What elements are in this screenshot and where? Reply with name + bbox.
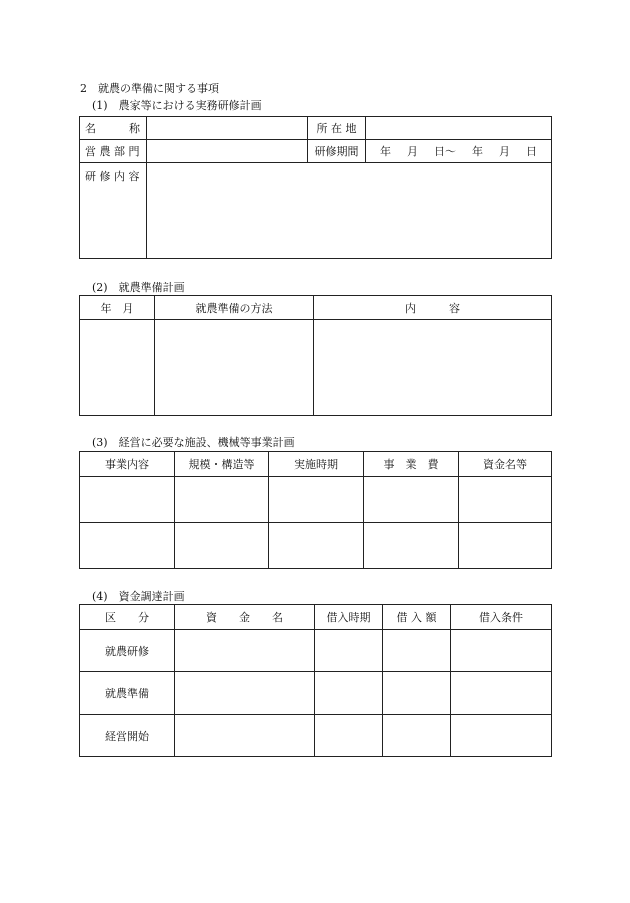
table-cell[interactable] xyxy=(451,715,552,757)
table-cell[interactable] xyxy=(175,630,315,672)
section-title: 2 就農の準備に関する事項 xyxy=(80,82,219,95)
funding-plan-table xyxy=(79,604,552,757)
table-cell[interactable] xyxy=(80,477,175,523)
table-cell[interactable] xyxy=(269,477,364,523)
header-fund: 資 金 名 xyxy=(175,605,315,630)
table-cell[interactable] xyxy=(315,715,383,757)
cell-method[interactable] xyxy=(155,320,314,416)
table-cell[interactable] xyxy=(269,523,364,569)
cell-content[interactable] xyxy=(314,320,552,416)
table-cell[interactable] xyxy=(459,523,552,569)
table-cell[interactable] xyxy=(315,672,383,715)
table-cell[interactable] xyxy=(175,523,269,569)
content-field[interactable] xyxy=(147,163,552,259)
header-scale: 規模・構造等 xyxy=(175,452,269,477)
content-label: 研 修 内 容 xyxy=(80,163,147,259)
preparation-plan-table xyxy=(79,295,552,416)
header-timing: 実施時期 xyxy=(269,452,364,477)
name-label: 名 称 xyxy=(80,117,147,140)
row-label-start: 経営開始 xyxy=(80,715,175,757)
table-cell[interactable] xyxy=(364,523,459,569)
header-borrow-terms: 借入条件 xyxy=(451,605,552,630)
period-month-start: 月 xyxy=(407,145,418,158)
training-plan-table xyxy=(79,116,552,259)
period-label: 研修期間 xyxy=(308,140,366,163)
header-method: 就農準備の方法 xyxy=(155,296,314,320)
row-label-training: 就農研修 xyxy=(80,630,175,672)
table-cell[interactable] xyxy=(175,715,315,757)
table-cell[interactable] xyxy=(175,477,269,523)
table-cell[interactable] xyxy=(364,477,459,523)
header-borrow-timing: 借入時期 xyxy=(315,605,383,630)
part3-heading: (3) 経営に必要な施設、機械等事業計画 xyxy=(92,436,295,449)
period-year-start: 年 xyxy=(380,145,391,158)
table-cell[interactable] xyxy=(315,630,383,672)
department-field[interactable] xyxy=(147,140,308,163)
period-day-start: 日〜 xyxy=(434,145,456,158)
table-cell[interactable] xyxy=(451,672,552,715)
table-cell[interactable] xyxy=(383,630,451,672)
table-cell[interactable] xyxy=(175,672,315,715)
period-day-end: 日 xyxy=(526,145,537,158)
table-cell[interactable] xyxy=(451,630,552,672)
header-business: 事業内容 xyxy=(80,452,175,477)
part1-heading: (1) 農家等における実務研修計画 xyxy=(92,99,262,112)
location-field[interactable] xyxy=(366,117,552,140)
header-category: 区 分 xyxy=(80,605,175,630)
table-cell[interactable] xyxy=(459,477,552,523)
department-label: 営 農 部 門 xyxy=(80,140,147,163)
name-field[interactable] xyxy=(147,117,308,140)
table-cell[interactable] xyxy=(80,523,175,569)
header-borrow-amount: 借 入 額 xyxy=(383,605,451,630)
part2-heading: (2) 就農準備計画 xyxy=(92,281,185,294)
part4-heading: (4) 資金調達計画 xyxy=(92,590,185,603)
header-content: 内 容 xyxy=(314,296,552,320)
cell-year-month[interactable] xyxy=(80,320,155,416)
header-cost: 事 業 費 xyxy=(364,452,459,477)
period-year-end: 年 xyxy=(472,145,483,158)
row-label-preparation: 就農準備 xyxy=(80,672,175,715)
facility-plan-table xyxy=(79,451,552,569)
table-cell[interactable] xyxy=(383,715,451,757)
period-field[interactable] xyxy=(366,140,552,163)
header-year-month: 年 月 xyxy=(80,296,155,320)
location-label: 所 在 地 xyxy=(308,117,366,140)
period-month-end: 月 xyxy=(499,145,510,158)
header-fund-name: 資金名等 xyxy=(459,452,552,477)
table-cell[interactable] xyxy=(383,672,451,715)
